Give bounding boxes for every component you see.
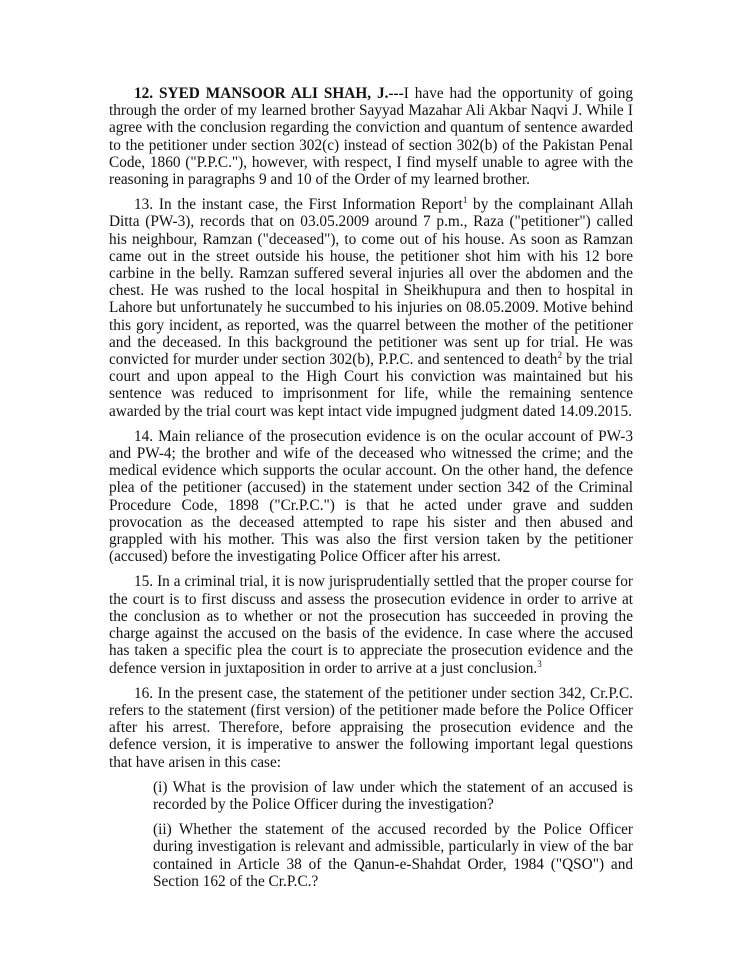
paragraph-16 — [109, 685, 633, 771]
footnote-marker-1: 1 — [462, 195, 468, 206]
question-item: (i) What is the provision of law under which the statement of an accused is recorded by the Police Officer during the investigation? — [153, 778, 633, 813]
footnote-marker-3: 3 — [537, 658, 542, 669]
paragraph-15-text: 15. In a criminal trial, it is now jurisprudentially settled that the proper course for the court is to first discuss and assess the prosecution evidence in order to arrive at the conclusion as to whether or not the prosecution has succeeded in proving the charge against the accused on the basis of the evidence. In case where the accused has taken a specific plea the court is to appreciate the prosecution evidence and the defence version in juxtaposition in order to arrive at a just conclusion. — [109, 573, 633, 677]
footnote-marker-2: 2 — [557, 349, 562, 360]
legal-questions-list — [153, 779, 633, 890]
paragraph-12-text: I have had the opportunity of going through the order of my learned brother Sayyad Mazahar Ali Akbar Naqvi J. While I agree with the conclusion regarding the conviction and quantum of sentence awarded to the petitioner under section 302(c) instead of section 302(b) of the Pakistan Penal Code, 1860 ("P.P.C."), however, with respect, I find myself unable to agree with the reasoning in paragraphs 9 and 10 of the Order of my learned brother. — [109, 85, 633, 189]
paragraph-13-text-b: by the complainant Allah Ditta (PW-3), records that on 03.05.2009 around 7 p.m., Raza ("petitioner") called his neighbour, Ramzan ("deceased"), to come out of his house. As soon as Ramzan came out in the street outside his house, the petitioner shot him with his 12 bore carbine in the belly. Ramzan suffered several injuries all over the abdomen and the chest. He was rushed to the local hospital in Sheikhupura and then to hospital in Lahore but unfortunately he succumbed to his injuries on 08.05.2009. Motive behind this gory incident, as reported, was the quarrel between the mother of the petitioner and the deceased. In this background the petitioner was sent up for trial. He was convicted for murder under section 302(b), P.P.C. and sentenced to death — [109, 196, 633, 369]
paragraph-12 — [109, 85, 633, 188]
question-item: (ii) Whether the statement of the accused recorded by the Police Officer during investigation is relevant and admissible, particularly in view of the bar contained in Article 38 of the Qanun-e-Shahdat Order, 1984 ("QSO") and Section 162 of the Cr.P.C.? — [153, 821, 633, 890]
judge-heading: 12. SYED MANSOOR ALI SHAH, J.--- — [134, 85, 404, 102]
paragraph-16-text: 16. In the present case, the statement of the petitioner under section 342, Cr.P.C. refers to the statement (first version) of the petitioner made before the Police Officer after his arrest. Therefore, before appraising the prosecution evidence and the defence version, it is imperative to answer the following important legal questions that have arisen in this case: — [109, 684, 633, 771]
paragraph-15 — [109, 573, 633, 676]
paragraph-14-text: 14. Main reliance of the prosecution evidence is on the ocular account of PW-3 and PW-4; the brother and wife of the deceased who witnessed the crime; and the medical evidence which supports the ocular account. On the other hand, the defence plea of the petitioner (accused) in the statement under section 342 of the Criminal Procedure Code, 1898 ("Cr.P.C.") is that he acted under grave and sudden provocation as the deceased attempted to rape his sister and then abused and grappled with his mother. This was also the first version taken by the petitioner (accused) before the investigating Police Officer after his arrest. — [109, 427, 633, 566]
paragraph-13 — [109, 196, 633, 420]
paragraph-13-text-a: 13. In the instant case, the First Information Report — [134, 196, 463, 214]
paragraph-13-text-c: by the trial court and upon appeal to the High Court his conviction was maintained but his sentence was reduced to imprisonment for life, while the remaining sentence awarded by the trial court was kept intact vide impugned judgment dated 14.09.2015. — [109, 351, 633, 420]
paragraph-14 — [109, 428, 633, 566]
